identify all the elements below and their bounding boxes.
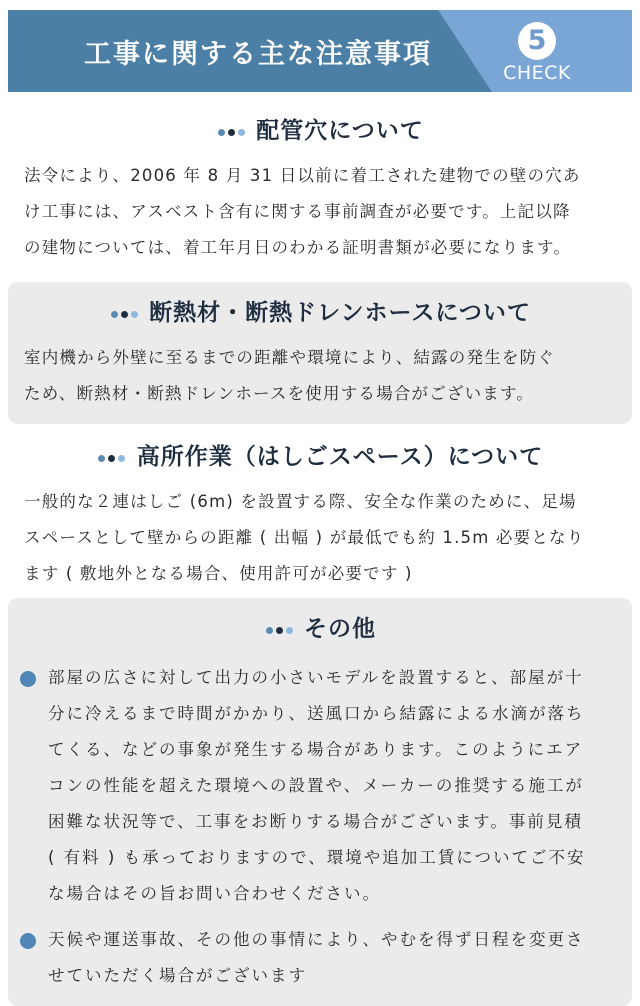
- bullet-item: [8, 660, 632, 912]
- section-pipe-hole: [8, 114, 632, 266]
- bullet-line: 天候や運送事故、その他の事情により、やむを得ず日程を変更さ: [48, 930, 585, 949]
- bullet-line: な場合はその旨お問い合わせください。: [48, 884, 381, 903]
- bullet-line: せていただく場合がございます: [48, 966, 307, 985]
- section-title: その他: [304, 616, 376, 642]
- paragraph-line: 法令により、2006 年 8 月 31 日以前に着工された建物での壁の穴あ: [24, 166, 581, 185]
- section-heading: [8, 296, 632, 330]
- bullet-line: 部屋の広さに対して出力の小さいモデルを設置すると、部屋が十: [48, 668, 584, 687]
- section-heading: [8, 612, 632, 646]
- section-high-work: [8, 440, 632, 592]
- bullet-item: [8, 922, 632, 994]
- header-banner: [8, 10, 632, 92]
- section-title: 配管穴について: [256, 118, 424, 144]
- bullet-line: てくる、などの事象が発生する場合があります。このようにエア: [48, 740, 584, 759]
- dots-icon: [109, 297, 139, 331]
- bullet-line: 困難な状況等で、工事をお断りする場合がございます。事前見積: [48, 812, 583, 831]
- check-label: CHECK: [503, 62, 571, 84]
- section-other: [8, 598, 632, 1006]
- dots-icon: [264, 613, 294, 647]
- bullet-icon: [20, 671, 36, 687]
- paragraph-line: け工事には、アスベスト含有に関する事前調査が必要です。上記以降: [24, 202, 571, 221]
- page-title: 工事に関する主な注意事項: [84, 39, 432, 70]
- dots-icon: [97, 441, 127, 475]
- paragraph-line: スペースとして壁からの距離 ( 出幅 ) が最低でも約 1.5m 必要となり: [24, 528, 585, 547]
- paragraph-line: ため、断熱材・断熱ドレンホースを使用する場合がございます。: [24, 384, 535, 403]
- paragraph-line: の建物については、着工年月日のわかる証明書類が必要になります。: [24, 238, 572, 257]
- check-number: 5: [518, 22, 556, 60]
- paragraph-line: 一般的な２連はしご (6m) を設置する際、安全な作業のために、足場: [24, 492, 577, 511]
- dots-icon: [216, 115, 246, 149]
- bullet-line: コンの性能を超えた環境への設置や、メーカーの推奨する施工が: [48, 776, 584, 795]
- section-heading: [8, 440, 632, 474]
- bullet-icon: [20, 933, 36, 949]
- section-heading: [8, 114, 632, 148]
- section-title: 高所作業（はしごスペース）について: [136, 444, 544, 470]
- bullet-line: 分に冷えるまで時間がかかり、送風口から結露による水滴が落ち: [48, 704, 585, 723]
- bullet-line: ( 有料 ) も承っておりますので、環境や追加工賃についてご不安: [48, 848, 586, 867]
- paragraph-line: 室内機から外壁に至るまでの距離や環境により、結露の発生を防ぐ: [24, 348, 555, 367]
- section-insulation: [8, 282, 632, 424]
- paragraph-line: ます ( 敷地外となる場合、使用許可が必要です ): [24, 564, 413, 583]
- section-title: 断熱材・断熱ドレンホースについて: [149, 300, 531, 326]
- check-badge: [492, 22, 582, 84]
